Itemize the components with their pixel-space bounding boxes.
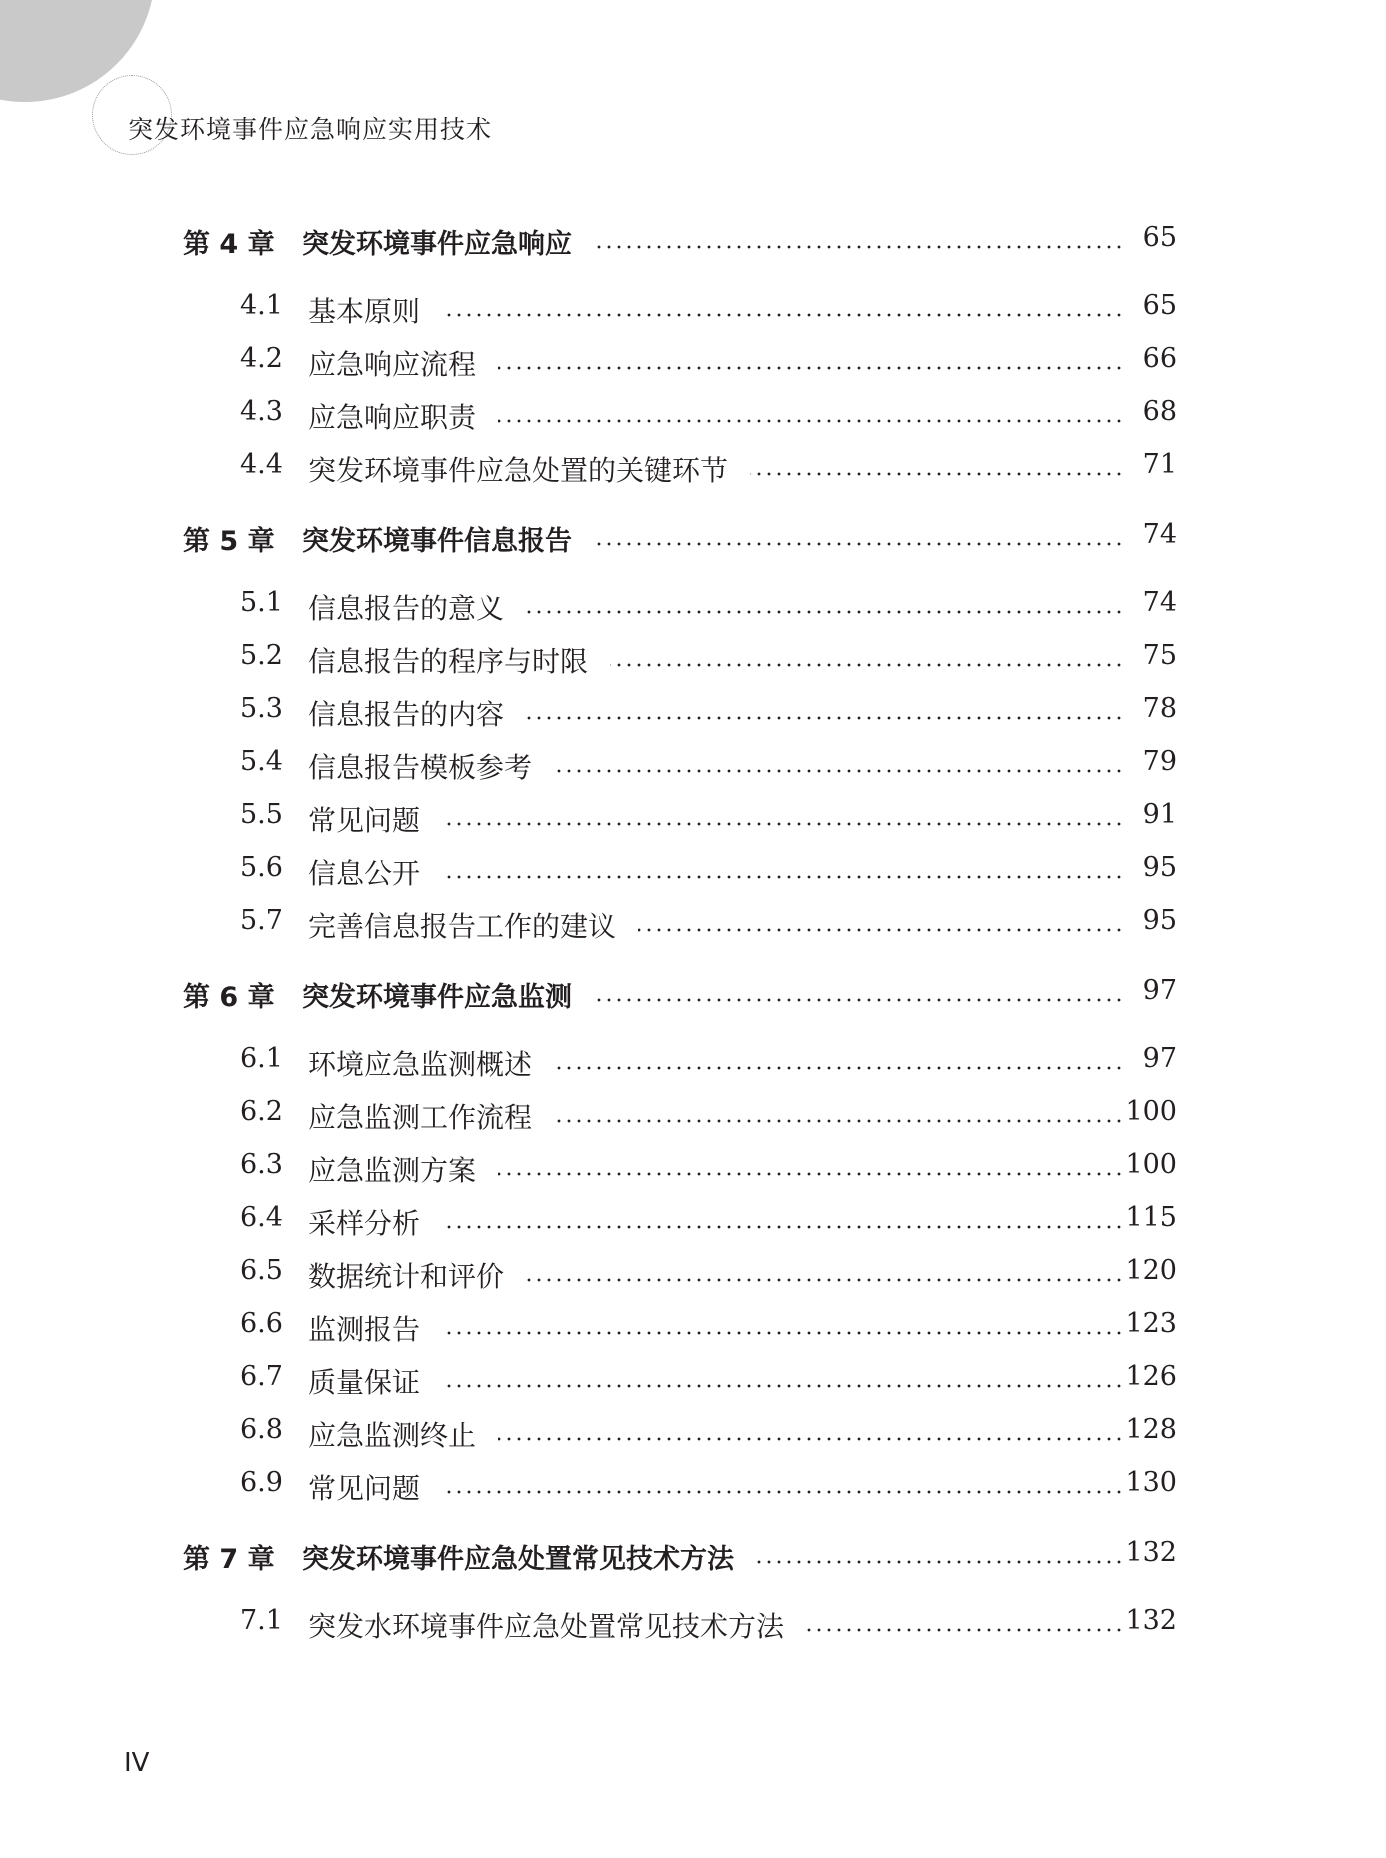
dot-leader — [442, 1371, 1124, 1389]
section-title: 信息报告的内容 — [308, 698, 505, 731]
toc-chapter-row — [0, 975, 1386, 1015]
dot-leader — [594, 232, 1124, 250]
page-number: 123 — [1125, 1308, 1177, 1339]
page-number: 74 — [1142, 587, 1177, 618]
dot-leader — [498, 406, 1124, 424]
section-title: 突发环境事件应急处置的关键环节 — [308, 454, 729, 487]
dot-leader — [554, 756, 1124, 774]
chapter-title: 突发环境事件应急监测 — [302, 982, 572, 1013]
page-number: 115 — [1125, 1202, 1177, 1233]
section-title: 应急响应流程 — [308, 348, 477, 381]
section-title: 信息公开 — [308, 857, 421, 890]
section-title: 数据统计和评价 — [308, 1260, 505, 1293]
dot-leader — [594, 985, 1124, 1003]
section-title: 完善信息报告工作的建议 — [308, 910, 617, 943]
section-number: 5.7 — [240, 905, 283, 936]
section-number: 6.9 — [240, 1467, 283, 1498]
section-number: 6.6 — [240, 1308, 283, 1339]
page-number: 65 — [1142, 290, 1177, 321]
section-number: 4.4 — [240, 449, 283, 480]
dot-leader — [442, 300, 1124, 318]
toc-section-row — [0, 1096, 1386, 1136]
toc-section-row — [0, 587, 1386, 627]
page-number: 75 — [1142, 640, 1177, 671]
chapter-number: 第 5 章 — [183, 526, 275, 557]
toc-section-row — [0, 1467, 1386, 1507]
chapter-title: 突发环境事件应急处置常见技术方法 — [302, 1544, 734, 1575]
page-number: 100 — [1125, 1096, 1177, 1127]
page-number: 65 — [1142, 222, 1177, 253]
dot-leader — [442, 809, 1124, 827]
toc-chapter-row — [0, 1537, 1386, 1577]
dot-leader — [498, 1424, 1124, 1442]
page-number: 74 — [1142, 519, 1177, 550]
section-number: 6.4 — [240, 1202, 283, 1233]
page-number: 132 — [1125, 1537, 1177, 1568]
section-title: 信息报告的程序与时限 — [308, 645, 589, 678]
dot-leader — [554, 1106, 1124, 1124]
dot-leader — [756, 1547, 1124, 1565]
section-number: 5.1 — [240, 587, 283, 618]
chapter-title: 突发环境事件信息报告 — [302, 526, 572, 557]
page-number: 100 — [1125, 1149, 1177, 1180]
toc-section-row — [0, 343, 1386, 383]
chapter-number: 第 6 章 — [183, 982, 275, 1013]
toc-section-row — [0, 1414, 1386, 1454]
dot-leader — [526, 597, 1124, 615]
page-number: 132 — [1125, 1605, 1177, 1636]
dot-leader — [442, 1212, 1124, 1230]
toc-section-row — [0, 449, 1386, 489]
section-title: 环境应急监测概述 — [308, 1048, 533, 1081]
section-number: 7.1 — [240, 1605, 283, 1636]
section-title: 应急监测工作流程 — [308, 1101, 533, 1134]
page-number: 95 — [1142, 905, 1177, 936]
toc-section-row — [0, 746, 1386, 786]
dot-leader — [442, 862, 1124, 880]
toc-section-row — [0, 799, 1386, 839]
toc-section-row — [0, 1361, 1386, 1401]
section-number: 6.8 — [240, 1414, 283, 1445]
section-title: 常见问题 — [308, 1472, 421, 1505]
section-title: 信息报告的意义 — [308, 592, 505, 625]
dot-leader — [594, 529, 1124, 547]
section-number: 6.5 — [240, 1255, 283, 1286]
section-title: 突发水环境事件应急处置常见技术方法 — [308, 1610, 785, 1643]
running-header-title: 突发环境事件应急响应实用技术 — [128, 115, 493, 144]
toc-section-row — [0, 1043, 1386, 1083]
page-number: 78 — [1142, 693, 1177, 724]
page-number: 95 — [1142, 852, 1177, 883]
section-title: 常见问题 — [308, 804, 421, 837]
page-number: 68 — [1142, 396, 1177, 427]
page-number: 97 — [1142, 975, 1177, 1006]
section-number: 5.2 — [240, 640, 283, 671]
section-title: 应急监测方案 — [308, 1154, 477, 1187]
section-number: 5.5 — [240, 799, 283, 830]
section-title: 质量保证 — [308, 1366, 421, 1399]
section-number: 5.3 — [240, 693, 283, 724]
chapter-title: 突发环境事件应急响应 — [302, 229, 572, 260]
section-number: 4.3 — [240, 396, 283, 427]
toc-section-row — [0, 1255, 1386, 1295]
toc-section-row — [0, 1202, 1386, 1242]
toc-section-row — [0, 1605, 1386, 1645]
section-number: 4.2 — [240, 343, 283, 374]
dot-leader — [442, 1477, 1124, 1495]
page-number: 79 — [1142, 746, 1177, 777]
toc-chapter-row — [0, 519, 1386, 559]
chapter-number: 第 7 章 — [183, 1544, 275, 1575]
chapter-number: 第 4 章 — [183, 229, 275, 260]
page-number: 66 — [1142, 343, 1177, 374]
toc-section-row — [0, 905, 1386, 945]
section-title: 应急响应职责 — [308, 401, 477, 434]
section-number: 4.1 — [240, 290, 283, 321]
toc-section-row — [0, 1149, 1386, 1189]
toc-section-row — [0, 852, 1386, 892]
dot-leader — [638, 915, 1124, 933]
page-number: 128 — [1125, 1414, 1177, 1445]
section-title: 采样分析 — [308, 1207, 421, 1240]
page-number: 130 — [1125, 1467, 1177, 1498]
dot-leader — [750, 459, 1124, 477]
page-number: 126 — [1125, 1361, 1177, 1392]
dot-leader — [526, 1265, 1124, 1283]
page-folio: IV — [124, 1748, 150, 1778]
dot-leader — [498, 1159, 1124, 1177]
toc-section-row — [0, 396, 1386, 436]
dot-leader — [806, 1615, 1124, 1633]
section-title: 基本原则 — [308, 295, 421, 328]
page-number: 71 — [1142, 449, 1177, 480]
section-number: 5.4 — [240, 746, 283, 777]
dot-leader — [442, 1318, 1124, 1336]
toc-chapter-row — [0, 222, 1386, 262]
section-title: 监测报告 — [308, 1313, 421, 1346]
section-number: 6.2 — [240, 1096, 283, 1127]
section-number: 6.7 — [240, 1361, 283, 1392]
section-number: 6.1 — [240, 1043, 283, 1074]
toc-section-row — [0, 693, 1386, 733]
toc-section-row — [0, 290, 1386, 330]
section-title: 应急监测终止 — [308, 1419, 477, 1452]
page-number: 97 — [1142, 1043, 1177, 1074]
toc-section-row — [0, 1308, 1386, 1348]
toc-section-row — [0, 640, 1386, 680]
dot-leader — [554, 1053, 1124, 1071]
dot-leader — [610, 650, 1124, 668]
section-title: 信息报告模板参考 — [308, 751, 533, 784]
dot-leader — [498, 353, 1124, 371]
dot-leader — [526, 703, 1124, 721]
section-number: 6.3 — [240, 1149, 283, 1180]
section-number: 5.6 — [240, 852, 283, 883]
page-number: 91 — [1142, 799, 1177, 830]
page-number: 120 — [1125, 1255, 1177, 1286]
